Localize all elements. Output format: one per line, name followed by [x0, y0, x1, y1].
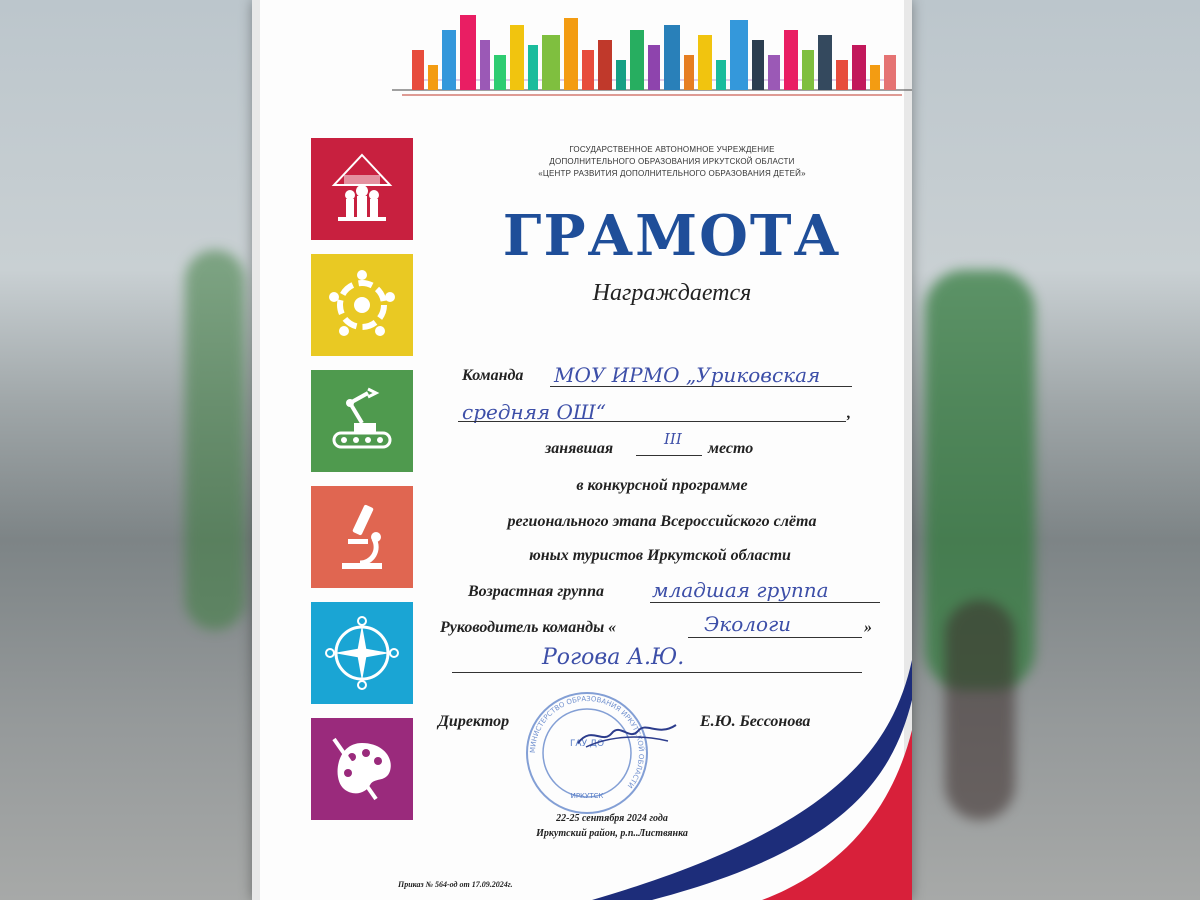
certificate-page: [252, 0, 912, 900]
leader-close-quote: »: [864, 619, 872, 636]
event-dates: 22-25 сентября 2024 года: [556, 813, 668, 824]
stamp-ring-text: МИНИСТЕРСТВО ОБРАЗОВАНИЯ ИРКУТСКОЙ ОБЛАСТИ: [528, 694, 646, 790]
team-value-line1: МОУ ИРМО „Уриковская: [554, 363, 821, 387]
place-label-after: место: [708, 440, 754, 457]
leader-team-value: Экологи: [704, 612, 792, 636]
age-group-value: младшая группа: [652, 578, 829, 602]
place-label-before: занявшая: [545, 440, 614, 457]
tile-robotics: [311, 370, 413, 472]
certificate-title: ГРАМОТА: [502, 203, 842, 269]
page-edge-left: [252, 0, 260, 900]
team-rule-2: [458, 421, 846, 422]
leader-rule: [688, 637, 862, 638]
palette-icon: [324, 731, 400, 807]
director-name: Е.Ю. Бессонова: [700, 713, 811, 730]
tile-chess: [311, 138, 413, 240]
org-header-line3: «ЦЕНТР РАЗВИТИЯ ДОПОЛНИТЕЛЬНОГО ОБРАЗОВАНИЯ ДЕТЕЙ»: [538, 169, 806, 178]
microscope-icon: [324, 499, 400, 575]
program-line1: в конкурсной программе: [576, 477, 748, 494]
tile-tourism: [311, 602, 413, 704]
team-label: Команда: [462, 367, 524, 384]
org-header-line2: ДОПОЛНИТЕЛЬНОГО ОБРАЗОВАНИЯ ИРКУТСКОЙ ОБЛАСТИ: [549, 157, 795, 166]
director-label: Директор: [438, 713, 510, 730]
team-comma: ,: [847, 405, 851, 422]
place-value: III: [664, 430, 682, 448]
team-rule-1: [550, 386, 852, 387]
blurred-figure-left: [185, 250, 245, 630]
order-number: Приказ № 564-од от 17.09.2024г.: [398, 880, 513, 889]
leader-name: Рогова А.Ю.: [542, 645, 685, 670]
people-circle-icon: [324, 267, 400, 343]
city-skyline-banner: [392, 10, 912, 100]
tile-art: [311, 718, 413, 820]
program-line2: регионального этапа Всероссийского слёта: [507, 513, 817, 530]
blurred-figure-legs: [945, 600, 1015, 820]
decorative-ribbon: [592, 660, 912, 900]
tile-science: [311, 486, 413, 588]
place-rule: [636, 455, 702, 456]
age-group-rule: [650, 602, 880, 603]
event-location: Иркутский район, р.п..Листвянка: [536, 828, 688, 839]
stamp-bottom-text: ИРКУТСК: [570, 792, 604, 800]
stamp-center-text: ГАУ ДО: [569, 739, 605, 749]
chess-pieces-icon: [324, 151, 400, 227]
tile-people: [311, 254, 413, 356]
award-subtitle: Награждается: [592, 280, 752, 306]
compass-rose-icon: [324, 615, 400, 691]
team-value-line2: средняя ОШ“: [462, 400, 606, 424]
age-group-label: Возрастная группа: [468, 583, 604, 600]
org-header-line1: ГОСУДАРСТВЕННОЕ АВТОНОМНОЕ УЧРЕЖДЕНИЕ: [569, 145, 775, 154]
leader-label: Руководитель команды «: [440, 619, 617, 636]
program-line3: юных туристов Иркутской области: [529, 547, 791, 564]
robot-arm-icon: [324, 383, 400, 459]
